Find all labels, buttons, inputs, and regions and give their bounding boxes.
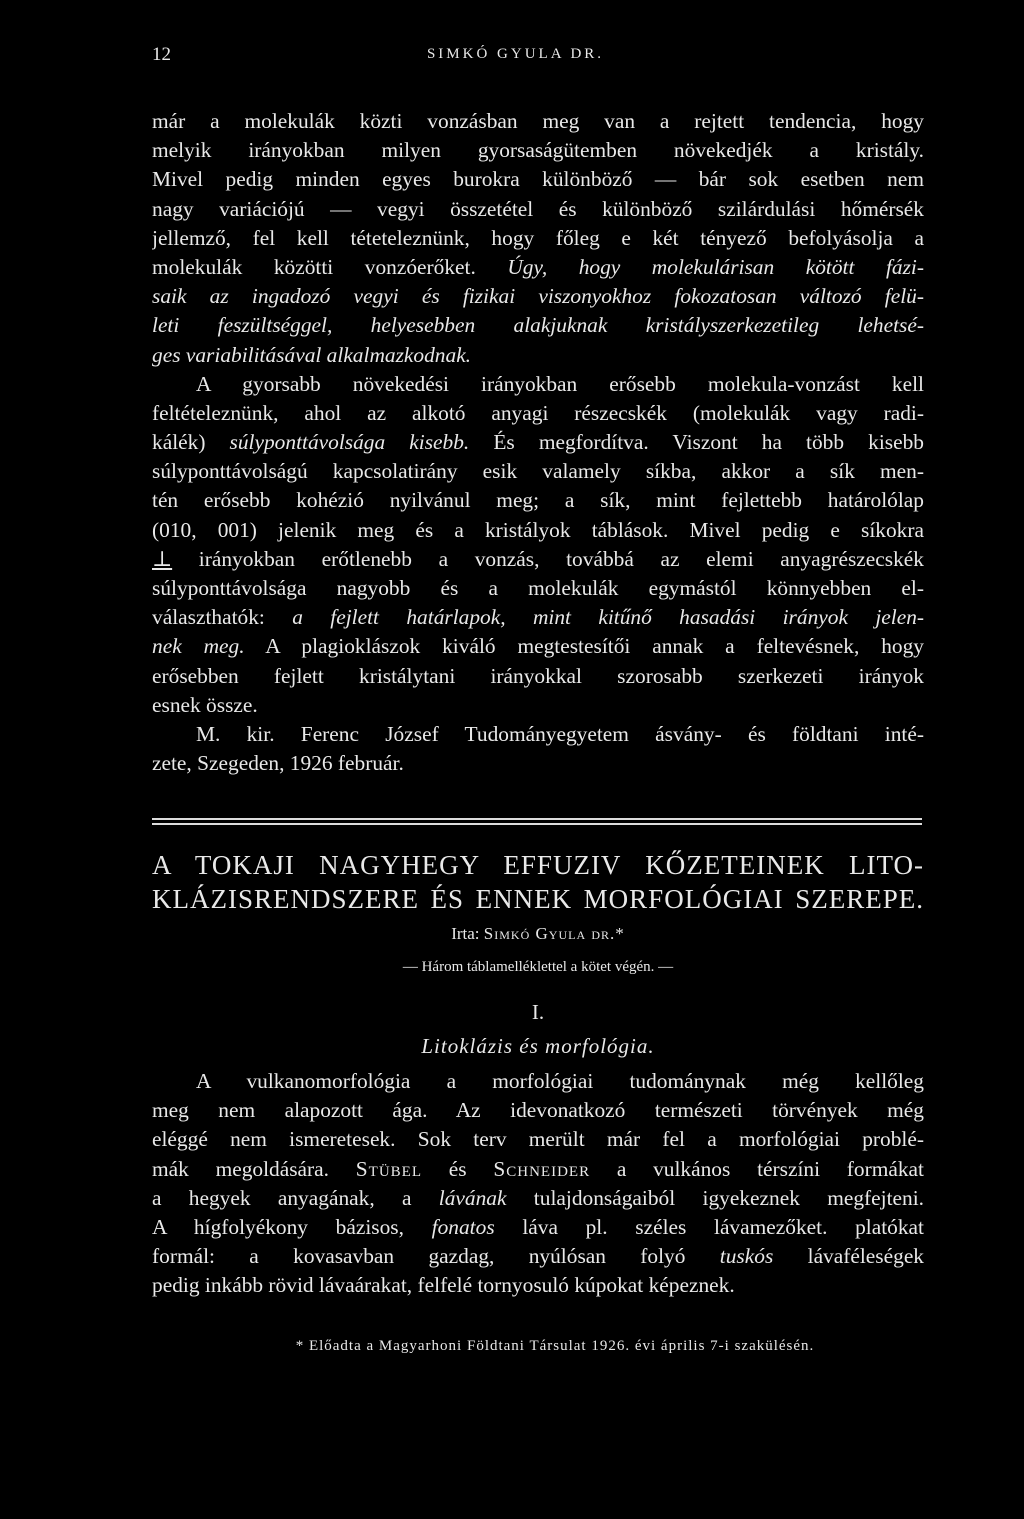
text-line: M. kir. Ferenc József Tudományegyetem ásvány- és földtani inté-: [196, 721, 924, 746]
text-run: és: [422, 1156, 494, 1181]
text-run: A plagioklászok kiváló megtestesítői annak a feltevésnek, hogy: [244, 634, 924, 659]
text-line: [152, 1242, 924, 1271]
text-line: A gyorsabb növekedési irányokban erősebb molekula-vonzást kell: [196, 371, 924, 396]
perpendicular-symbol: ⊥: [152, 546, 173, 571]
text-line: súlyponttávolságú kapcsolatirány esik valamely síkba, akkor a sík men-: [152, 459, 924, 484]
running-head: SIMKÓ GYULA DR.: [426, 46, 605, 62]
author-name: Simkó Gyula dr.*: [483, 924, 625, 943]
text-line: súlyponttávolsága nagyobb és a molekulák egymástól könnyebben el-: [152, 576, 924, 600]
text-run: irányokban erőtlenebb a vonzás, továbbá az elemi anyagrészecskék: [172, 546, 924, 571]
italic-run: fonatos: [431, 1214, 495, 1239]
text-line: [152, 341, 924, 370]
text-line: (010, 001) jelenik meg és a kristályok táblások. Mivel pedig e síkokra: [152, 517, 924, 542]
text-run: mák megoldására.: [152, 1156, 356, 1181]
author-prefix: Irta:: [451, 924, 484, 943]
text-line: [152, 545, 924, 574]
text-run: lávaféleségek: [773, 1244, 924, 1269]
text-line: [152, 311, 924, 340]
separator-rule: [152, 818, 922, 828]
text-run: formál: a kovasavban gazdag, nyúlósan folyó: [152, 1244, 720, 1269]
italic-run: tuskós: [719, 1244, 774, 1269]
italic-run: a fejlett határlapok, mint kitűnő hasadási irányok jelen-: [292, 605, 924, 630]
text-line: [152, 1213, 924, 1242]
text-run: választhatók:: [152, 605, 293, 630]
text-line: esnek össze.: [152, 692, 258, 717]
text-block-intro: [152, 1067, 924, 1301]
text-line: zete, Szegeden, 1926 február.: [152, 751, 404, 776]
italic-run: Úgy, hogy molekulárisan kötött fázi-: [507, 254, 924, 279]
text-line: A vulkanomorfológia a morfológiai tudománynak még kellőleg: [196, 1069, 924, 1093]
text-line: [152, 632, 924, 661]
text-line: [152, 603, 924, 632]
article-title: [152, 848, 924, 916]
rule-line: [152, 818, 922, 820]
page-header: [152, 44, 879, 72]
text-run: kálék): [152, 430, 230, 455]
text-line: nagy variációjú — vegyi összetétel és különböző szilárdulási hőmérsék: [152, 196, 924, 221]
section-number: I.: [531, 1000, 545, 1024]
text-line: [152, 1155, 924, 1184]
text-run: a hegyek anyagának, a: [152, 1185, 439, 1210]
page-number: 12: [152, 44, 171, 65]
supplement-note: — Három táblamelléklettel a kötet végén. —: [402, 959, 674, 975]
text-line: pedig inkább rövid lávaárakat, felfelé tornyosuló kúpokat képeznek.: [152, 1273, 735, 1298]
text-block-continuation: [152, 107, 924, 778]
title-line: KLÁZISRENDSZERE ÉS ENNEK MORFOLÓGIAI SZEREPE.: [152, 884, 924, 914]
author-ref: Stübel: [355, 1156, 423, 1181]
section-title: Litoklázis és morfológia.: [421, 1034, 655, 1058]
text-line: [152, 253, 924, 282]
author-ref: Schneider: [493, 1156, 591, 1181]
text-line: meg nem alapozott ága. Az idevonatkozó természeti törvények még: [152, 1098, 924, 1123]
text-line: [152, 282, 924, 311]
italic-run: ges variabilitásával alkalmazkodnak.: [152, 342, 472, 367]
author-line: [152, 924, 924, 944]
text-line: feltételeznünk, ahol az alkotó anyagi részecskék (molekulák vagy radi-: [152, 400, 924, 425]
italic-run: súlyponttávolsága kisebb.: [229, 430, 470, 455]
title-line: A TOKAJI NAGYHEGY EFFUZIV KŐZETEINEK LITO-: [152, 850, 924, 880]
text-line: [152, 1184, 924, 1213]
text-line: Mivel pedig minden egyes burokra különböző — bár sok esetben nem: [152, 167, 924, 192]
italic-run: saik az ingadozó vegyi és fizikai viszonyokhoz fokozatosan változó felü-: [152, 284, 924, 309]
text-line: [152, 428, 924, 457]
italic-run: leti feszültséggel, helyesebben alakjuknak kristályszerkezetileg lehetsé-: [152, 313, 924, 338]
text-line: eléggé nem ismeretesek. Sok terv merült már fel a morfológiai problé-: [152, 1127, 924, 1152]
text-line: erősebben fejlett kristálytani irányokkal szorosabb szerkezeti irányok: [152, 663, 924, 688]
text-run: a vulkános térszíni formákat: [590, 1156, 924, 1181]
italic-run: lávának: [438, 1185, 507, 1210]
text-run: tulajdonságaiból igyekeznek megfejteni.: [506, 1185, 924, 1210]
text-line: melyik irányokban milyen gyorsaságütemben növekedjék a kristály.: [152, 138, 924, 163]
text-run: És megfordítva. Viszont ha több kisebb: [469, 430, 924, 455]
text-line: tén erősebb kohézió nyilvánul meg; a sík, mint fejlettebb határolólap: [152, 488, 924, 513]
text-run: láva pl. széles lávamezőket. platókat: [494, 1214, 924, 1239]
rule-line: [152, 823, 922, 825]
text-run: molekulák közötti vonzóerőket.: [152, 254, 508, 279]
text-line: jellemző, fel kell téteteleznünk, hogy főleg e két tényező befolyásolja a: [152, 225, 924, 250]
italic-run: nek meg.: [152, 634, 245, 659]
text-run: A hígfolyékony bázisos,: [152, 1214, 432, 1239]
text-line: már a molekulák közti vonzásban meg van a rejtett tendencia, hogy: [152, 109, 924, 133]
footnote: * Előadta a Magyarhoni Földtani Társulat 1926. évi április 7-i szakülésén.: [295, 1338, 815, 1354]
